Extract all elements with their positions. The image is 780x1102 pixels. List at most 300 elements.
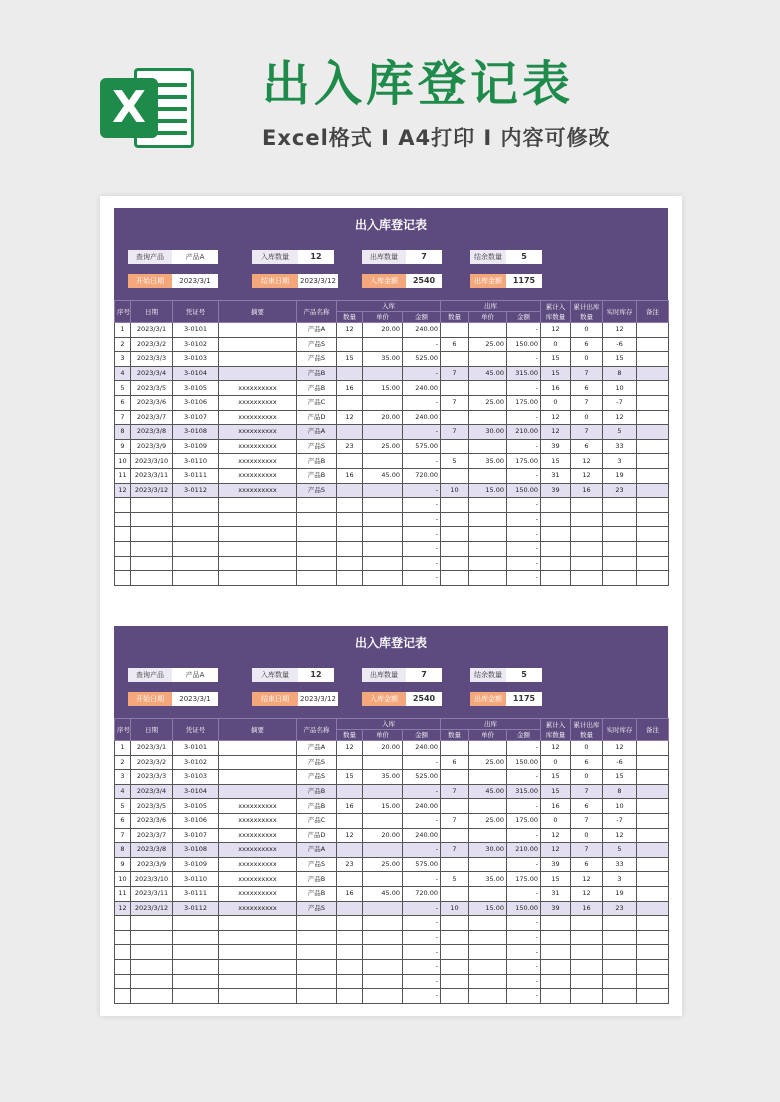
query-product-value[interactable]: 产品A — [172, 250, 218, 264]
cell-in-amt[interactable]: - — [403, 974, 441, 989]
cell-date[interactable]: 2023/3/2 — [131, 755, 173, 770]
cell-stock[interactable] — [603, 916, 637, 931]
cell-stock[interactable]: 10 — [603, 381, 637, 396]
cell-out-qty[interactable]: 7 — [441, 395, 469, 410]
cell-product[interactable]: 产品S — [297, 352, 337, 367]
cell-seq[interactable]: 8 — [115, 843, 131, 858]
cell-in-price[interactable] — [363, 974, 403, 989]
cell-out-qty[interactable] — [441, 498, 469, 513]
cell-in-amt[interactable]: - — [403, 483, 441, 498]
cell-seq[interactable]: 10 — [115, 872, 131, 887]
cell-out-price[interactable] — [469, 989, 507, 1004]
cell-seq[interactable]: 7 — [115, 410, 131, 425]
cell-in-price[interactable] — [363, 541, 403, 556]
cell-out-amt[interactable]: - — [507, 439, 541, 454]
cell-cum-in[interactable]: 0 — [541, 337, 571, 352]
cell-out-qty[interactable] — [441, 799, 469, 814]
cell-note[interactable] — [637, 857, 669, 872]
cell-out-qty[interactable] — [441, 930, 469, 945]
cell-cum-out[interactable] — [571, 556, 603, 571]
cell-voucher[interactable] — [173, 556, 219, 571]
cell-in-qty[interactable] — [337, 527, 363, 542]
cell-product[interactable] — [297, 989, 337, 1004]
cell-voucher[interactable]: 3-0106 — [173, 813, 219, 828]
cell-cum-out[interactable]: 6 — [571, 337, 603, 352]
cell-voucher[interactable] — [173, 541, 219, 556]
cell-stock[interactable] — [603, 541, 637, 556]
cell-product[interactable]: 产品S — [297, 439, 337, 454]
cell-stock[interactable] — [603, 974, 637, 989]
cell-summary[interactable] — [219, 512, 297, 527]
cell-voucher[interactable] — [173, 527, 219, 542]
cell-seq[interactable] — [115, 556, 131, 571]
cell-out-amt[interactable]: - — [507, 770, 541, 785]
cell-note[interactable] — [637, 541, 669, 556]
cell-seq[interactable]: 9 — [115, 857, 131, 872]
cell-in-qty[interactable]: 16 — [337, 886, 363, 901]
cell-voucher[interactable]: 3-0109 — [173, 439, 219, 454]
cell-in-price[interactable] — [363, 930, 403, 945]
cell-stock[interactable]: 15 — [603, 770, 637, 785]
cell-product[interactable]: 产品D — [297, 828, 337, 843]
cell-note[interactable] — [637, 527, 669, 542]
cell-product[interactable]: 产品S — [297, 770, 337, 785]
cell-cum-in[interactable]: 0 — [541, 395, 571, 410]
cell-out-qty[interactable] — [441, 886, 469, 901]
cell-in-qty[interactable] — [337, 395, 363, 410]
cell-stock[interactable]: -6 — [603, 755, 637, 770]
cell-note[interactable] — [637, 828, 669, 843]
cell-date[interactable]: 2023/3/4 — [131, 366, 173, 381]
cell-out-amt[interactable]: 315.00 — [507, 366, 541, 381]
cell-cum-in[interactable] — [541, 571, 571, 586]
cell-in-qty[interactable]: 16 — [337, 799, 363, 814]
cell-out-qty[interactable] — [441, 381, 469, 396]
cell-out-qty[interactable]: 7 — [441, 813, 469, 828]
cell-out-price[interactable]: 30.00 — [469, 425, 507, 440]
cell-product[interactable]: 产品B — [297, 366, 337, 381]
cell-out-qty[interactable] — [441, 916, 469, 931]
cell-note[interactable] — [637, 366, 669, 381]
cell-cum-in[interactable]: 0 — [541, 813, 571, 828]
cell-summary[interactable] — [219, 498, 297, 513]
cell-in-price[interactable]: 45.00 — [363, 886, 403, 901]
cell-product[interactable] — [297, 974, 337, 989]
cell-out-price[interactable] — [469, 323, 507, 338]
cell-voucher[interactable]: 3-0108 — [173, 425, 219, 440]
cell-out-amt[interactable]: - — [507, 959, 541, 974]
cell-in-price[interactable] — [363, 337, 403, 352]
cell-stock[interactable]: 8 — [603, 366, 637, 381]
cell-product[interactable] — [297, 527, 337, 542]
cell-out-amt[interactable]: 175.00 — [507, 872, 541, 887]
cell-in-qty[interactable] — [337, 945, 363, 960]
cell-product[interactable] — [297, 916, 337, 931]
cell-cum-in[interactable]: 12 — [541, 741, 571, 756]
cell-out-amt[interactable]: 175.00 — [507, 813, 541, 828]
cell-product[interactable]: 产品B — [297, 886, 337, 901]
cell-date[interactable]: 2023/3/7 — [131, 828, 173, 843]
cell-in-price[interactable] — [363, 755, 403, 770]
cell-in-amt[interactable]: - — [403, 930, 441, 945]
cell-out-price[interactable] — [469, 886, 507, 901]
cell-date[interactable]: 2023/3/5 — [131, 799, 173, 814]
cell-in-qty[interactable]: 15 — [337, 352, 363, 367]
cell-out-price[interactable] — [469, 381, 507, 396]
cell-stock[interactable] — [603, 945, 637, 960]
cell-out-amt[interactable]: 150.00 — [507, 901, 541, 916]
cell-product[interactable] — [297, 512, 337, 527]
cell-summary[interactable] — [219, 323, 297, 338]
cell-stock[interactable] — [603, 527, 637, 542]
cell-summary[interactable]: xxxxxxxxxx — [219, 410, 297, 425]
cell-date[interactable]: 2023/3/5 — [131, 381, 173, 396]
cell-out-price[interactable] — [469, 439, 507, 454]
cell-stock[interactable] — [603, 989, 637, 1004]
cell-seq[interactable] — [115, 498, 131, 513]
cell-product[interactable]: 产品A — [297, 323, 337, 338]
cell-in-amt[interactable]: - — [403, 527, 441, 542]
cell-summary[interactable] — [219, 770, 297, 785]
cell-date[interactable] — [131, 498, 173, 513]
cell-note[interactable] — [637, 468, 669, 483]
cell-seq[interactable]: 7 — [115, 828, 131, 843]
cell-summary[interactable]: xxxxxxxxxx — [219, 886, 297, 901]
cell-voucher[interactable] — [173, 916, 219, 931]
cell-product[interactable] — [297, 945, 337, 960]
cell-cum-in[interactable]: 31 — [541, 468, 571, 483]
cell-date[interactable]: 2023/3/10 — [131, 454, 173, 469]
cell-stock[interactable]: 8 — [603, 784, 637, 799]
cell-seq[interactable]: 5 — [115, 381, 131, 396]
cell-seq[interactable] — [115, 989, 131, 1004]
cell-stock[interactable]: 23 — [603, 483, 637, 498]
cell-out-price[interactable]: 15.00 — [469, 901, 507, 916]
cell-in-price[interactable]: 35.00 — [363, 770, 403, 785]
cell-note[interactable] — [637, 989, 669, 1004]
cell-stock[interactable]: 12 — [603, 741, 637, 756]
cell-seq[interactable]: 2 — [115, 755, 131, 770]
cell-in-qty[interactable] — [337, 901, 363, 916]
cell-out-amt[interactable]: 150.00 — [507, 337, 541, 352]
cell-product[interactable] — [297, 556, 337, 571]
cell-note[interactable] — [637, 337, 669, 352]
cell-out-amt[interactable]: - — [507, 498, 541, 513]
cell-date[interactable] — [131, 974, 173, 989]
cell-summary[interactable] — [219, 556, 297, 571]
cell-out-qty[interactable]: 7 — [441, 366, 469, 381]
cell-cum-out[interactable] — [571, 541, 603, 556]
cell-in-qty[interactable]: 12 — [337, 410, 363, 425]
cell-stock[interactable]: 15 — [603, 352, 637, 367]
cell-date[interactable]: 2023/3/3 — [131, 352, 173, 367]
cell-in-price[interactable]: 15.00 — [363, 381, 403, 396]
query-product-value[interactable]: 产品A — [172, 668, 218, 682]
cell-note[interactable] — [637, 323, 669, 338]
cell-in-qty[interactable]: 16 — [337, 381, 363, 396]
cell-summary[interactable]: xxxxxxxxxx — [219, 425, 297, 440]
cell-voucher[interactable]: 3-0103 — [173, 352, 219, 367]
cell-voucher[interactable] — [173, 498, 219, 513]
cell-summary[interactable] — [219, 337, 297, 352]
cell-out-qty[interactable] — [441, 527, 469, 542]
cell-in-qty[interactable] — [337, 454, 363, 469]
cell-cum-out[interactable] — [571, 916, 603, 931]
cell-product[interactable]: 产品B — [297, 799, 337, 814]
cell-product[interactable]: 产品C — [297, 813, 337, 828]
cell-seq[interactable] — [115, 916, 131, 931]
cell-stock[interactable] — [603, 930, 637, 945]
cell-cum-out[interactable]: 6 — [571, 439, 603, 454]
cell-in-amt[interactable]: - — [403, 571, 441, 586]
cell-note[interactable] — [637, 381, 669, 396]
cell-out-amt[interactable]: 210.00 — [507, 425, 541, 440]
cell-out-price[interactable]: 25.00 — [469, 395, 507, 410]
cell-out-qty[interactable] — [441, 857, 469, 872]
cell-out-qty[interactable]: 10 — [441, 483, 469, 498]
cell-out-qty[interactable] — [441, 770, 469, 785]
cell-cum-out[interactable]: 7 — [571, 784, 603, 799]
cell-date[interactable] — [131, 512, 173, 527]
cell-cum-out[interactable]: 6 — [571, 857, 603, 872]
start-date-value[interactable]: 2023/3/1 — [172, 274, 218, 288]
cell-note[interactable] — [637, 512, 669, 527]
cell-in-price[interactable] — [363, 483, 403, 498]
cell-in-price[interactable]: 20.00 — [363, 741, 403, 756]
cell-summary[interactable] — [219, 930, 297, 945]
cell-out-qty[interactable] — [441, 439, 469, 454]
cell-date[interactable]: 2023/3/6 — [131, 813, 173, 828]
cell-in-price[interactable] — [363, 872, 403, 887]
cell-out-price[interactable]: 15.00 — [469, 483, 507, 498]
cell-in-qty[interactable] — [337, 959, 363, 974]
cell-cum-in[interactable] — [541, 974, 571, 989]
cell-in-qty[interactable] — [337, 337, 363, 352]
cell-seq[interactable]: 11 — [115, 468, 131, 483]
cell-cum-in[interactable] — [541, 916, 571, 931]
cell-stock[interactable]: -7 — [603, 813, 637, 828]
cell-in-amt[interactable]: 525.00 — [403, 770, 441, 785]
cell-note[interactable] — [637, 741, 669, 756]
cell-cum-in[interactable]: 12 — [541, 323, 571, 338]
cell-cum-out[interactable]: 16 — [571, 901, 603, 916]
cell-summary[interactable] — [219, 916, 297, 931]
cell-note[interactable] — [637, 916, 669, 931]
cell-cum-out[interactable]: 7 — [571, 395, 603, 410]
cell-out-amt[interactable]: - — [507, 886, 541, 901]
cell-in-price[interactable]: 20.00 — [363, 828, 403, 843]
cell-out-qty[interactable] — [441, 945, 469, 960]
cell-product[interactable]: 产品C — [297, 395, 337, 410]
cell-summary[interactable]: xxxxxxxxxx — [219, 468, 297, 483]
cell-in-qty[interactable] — [337, 916, 363, 931]
cell-cum-out[interactable] — [571, 498, 603, 513]
cell-in-price[interactable]: 35.00 — [363, 352, 403, 367]
cell-date[interactable]: 2023/3/11 — [131, 468, 173, 483]
cell-cum-in[interactable]: 12 — [541, 410, 571, 425]
cell-note[interactable] — [637, 959, 669, 974]
cell-date[interactable] — [131, 916, 173, 931]
cell-out-qty[interactable] — [441, 571, 469, 586]
cell-seq[interactable]: 12 — [115, 483, 131, 498]
cell-out-amt[interactable]: - — [507, 571, 541, 586]
cell-out-qty[interactable] — [441, 512, 469, 527]
cell-cum-out[interactable] — [571, 527, 603, 542]
cell-date[interactable]: 2023/3/8 — [131, 843, 173, 858]
cell-in-amt[interactable]: - — [403, 541, 441, 556]
cell-out-qty[interactable] — [441, 828, 469, 843]
cell-summary[interactable] — [219, 527, 297, 542]
cell-in-price[interactable] — [363, 498, 403, 513]
cell-in-amt[interactable]: 240.00 — [403, 381, 441, 396]
cell-product[interactable]: 产品A — [297, 741, 337, 756]
cell-stock[interactable] — [603, 556, 637, 571]
cell-stock[interactable]: 19 — [603, 886, 637, 901]
cell-cum-in[interactable]: 12 — [541, 425, 571, 440]
cell-stock[interactable]: 12 — [603, 323, 637, 338]
cell-out-amt[interactable]: - — [507, 352, 541, 367]
end-date-value[interactable]: 2023/3/12 — [298, 274, 338, 288]
cell-out-amt[interactable]: 210.00 — [507, 843, 541, 858]
cell-summary[interactable] — [219, 541, 297, 556]
cell-voucher[interactable] — [173, 512, 219, 527]
cell-out-price[interactable] — [469, 527, 507, 542]
cell-out-qty[interactable]: 7 — [441, 784, 469, 799]
cell-out-price[interactable] — [469, 468, 507, 483]
cell-in-amt[interactable]: - — [403, 755, 441, 770]
cell-product[interactable]: 产品S — [297, 337, 337, 352]
cell-in-qty[interactable]: 12 — [337, 323, 363, 338]
cell-cum-out[interactable] — [571, 930, 603, 945]
cell-seq[interactable]: 3 — [115, 770, 131, 785]
cell-out-qty[interactable] — [441, 959, 469, 974]
cell-out-price[interactable] — [469, 541, 507, 556]
cell-date[interactable] — [131, 930, 173, 945]
cell-voucher[interactable]: 3-0102 — [173, 337, 219, 352]
cell-in-qty[interactable] — [337, 483, 363, 498]
cell-in-price[interactable] — [363, 959, 403, 974]
cell-stock[interactable] — [603, 571, 637, 586]
cell-cum-out[interactable]: 6 — [571, 381, 603, 396]
start-date-value[interactable]: 2023/3/1 — [172, 692, 218, 706]
cell-product[interactable]: 产品B — [297, 381, 337, 396]
cell-in-price[interactable]: 20.00 — [363, 410, 403, 425]
cell-out-amt[interactable]: - — [507, 512, 541, 527]
cell-voucher[interactable]: 3-0105 — [173, 799, 219, 814]
cell-in-price[interactable] — [363, 843, 403, 858]
cell-note[interactable] — [637, 843, 669, 858]
cell-summary[interactable] — [219, 974, 297, 989]
cell-in-qty[interactable] — [337, 989, 363, 1004]
cell-voucher[interactable] — [173, 989, 219, 1004]
cell-in-qty[interactable] — [337, 813, 363, 828]
cell-seq[interactable]: 11 — [115, 886, 131, 901]
cell-out-qty[interactable] — [441, 741, 469, 756]
cell-voucher[interactable]: 3-0107 — [173, 410, 219, 425]
cell-cum-in[interactable] — [541, 512, 571, 527]
cell-cum-in[interactable]: 39 — [541, 901, 571, 916]
cell-date[interactable]: 2023/3/1 — [131, 741, 173, 756]
cell-in-price[interactable]: 45.00 — [363, 468, 403, 483]
cell-in-amt[interactable]: 575.00 — [403, 439, 441, 454]
cell-out-price[interactable] — [469, 799, 507, 814]
cell-seq[interactable]: 4 — [115, 784, 131, 799]
cell-stock[interactable]: 5 — [603, 843, 637, 858]
cell-seq[interactable] — [115, 959, 131, 974]
cell-cum-out[interactable] — [571, 945, 603, 960]
cell-voucher[interactable]: 3-0111 — [173, 886, 219, 901]
cell-date[interactable]: 2023/3/4 — [131, 784, 173, 799]
cell-seq[interactable]: 5 — [115, 799, 131, 814]
cell-date[interactable] — [131, 541, 173, 556]
cell-in-price[interactable]: 25.00 — [363, 857, 403, 872]
cell-in-price[interactable] — [363, 425, 403, 440]
cell-out-qty[interactable] — [441, 468, 469, 483]
cell-date[interactable]: 2023/3/9 — [131, 439, 173, 454]
cell-cum-in[interactable] — [541, 498, 571, 513]
cell-cum-in[interactable]: 39 — [541, 483, 571, 498]
cell-out-qty[interactable] — [441, 989, 469, 1004]
cell-summary[interactable]: xxxxxxxxxx — [219, 483, 297, 498]
cell-cum-out[interactable]: 12 — [571, 468, 603, 483]
cell-date[interactable]: 2023/3/2 — [131, 337, 173, 352]
cell-summary[interactable] — [219, 945, 297, 960]
cell-summary[interactable]: xxxxxxxxxx — [219, 872, 297, 887]
cell-voucher[interactable]: 3-0112 — [173, 483, 219, 498]
cell-in-amt[interactable]: 525.00 — [403, 352, 441, 367]
cell-stock[interactable]: 3 — [603, 872, 637, 887]
cell-out-price[interactable] — [469, 945, 507, 960]
cell-out-price[interactable] — [469, 741, 507, 756]
cell-seq[interactable]: 6 — [115, 813, 131, 828]
cell-date[interactable]: 2023/3/6 — [131, 395, 173, 410]
cell-cum-out[interactable] — [571, 512, 603, 527]
cell-voucher[interactable] — [173, 930, 219, 945]
cell-in-price[interactable] — [363, 366, 403, 381]
cell-product[interactable]: 产品D — [297, 410, 337, 425]
cell-product[interactable] — [297, 571, 337, 586]
cell-seq[interactable]: 1 — [115, 323, 131, 338]
cell-voucher[interactable]: 3-0110 — [173, 454, 219, 469]
cell-cum-out[interactable]: 0 — [571, 352, 603, 367]
cell-out-price[interactable]: 45.00 — [469, 366, 507, 381]
cell-in-price[interactable] — [363, 916, 403, 931]
cell-product[interactable]: 产品S — [297, 755, 337, 770]
cell-stock[interactable]: 12 — [603, 410, 637, 425]
cell-cum-in[interactable]: 0 — [541, 755, 571, 770]
cell-stock[interactable]: 3 — [603, 454, 637, 469]
cell-voucher[interactable]: 3-0105 — [173, 381, 219, 396]
cell-in-amt[interactable]: - — [403, 556, 441, 571]
cell-out-amt[interactable]: 175.00 — [507, 395, 541, 410]
cell-in-price[interactable]: 20.00 — [363, 323, 403, 338]
cell-out-qty[interactable] — [441, 541, 469, 556]
cell-cum-out[interactable] — [571, 989, 603, 1004]
cell-product[interactable]: 产品B — [297, 784, 337, 799]
cell-stock[interactable]: 33 — [603, 857, 637, 872]
cell-seq[interactable]: 8 — [115, 425, 131, 440]
cell-product[interactable]: 产品B — [297, 454, 337, 469]
cell-out-amt[interactable]: - — [507, 323, 541, 338]
cell-stock[interactable] — [603, 959, 637, 974]
cell-in-amt[interactable]: - — [403, 872, 441, 887]
cell-cum-out[interactable] — [571, 959, 603, 974]
cell-out-price[interactable] — [469, 828, 507, 843]
cell-in-amt[interactable]: - — [403, 813, 441, 828]
cell-out-amt[interactable]: - — [507, 857, 541, 872]
cell-in-qty[interactable] — [337, 974, 363, 989]
cell-voucher[interactable]: 3-0103 — [173, 770, 219, 785]
